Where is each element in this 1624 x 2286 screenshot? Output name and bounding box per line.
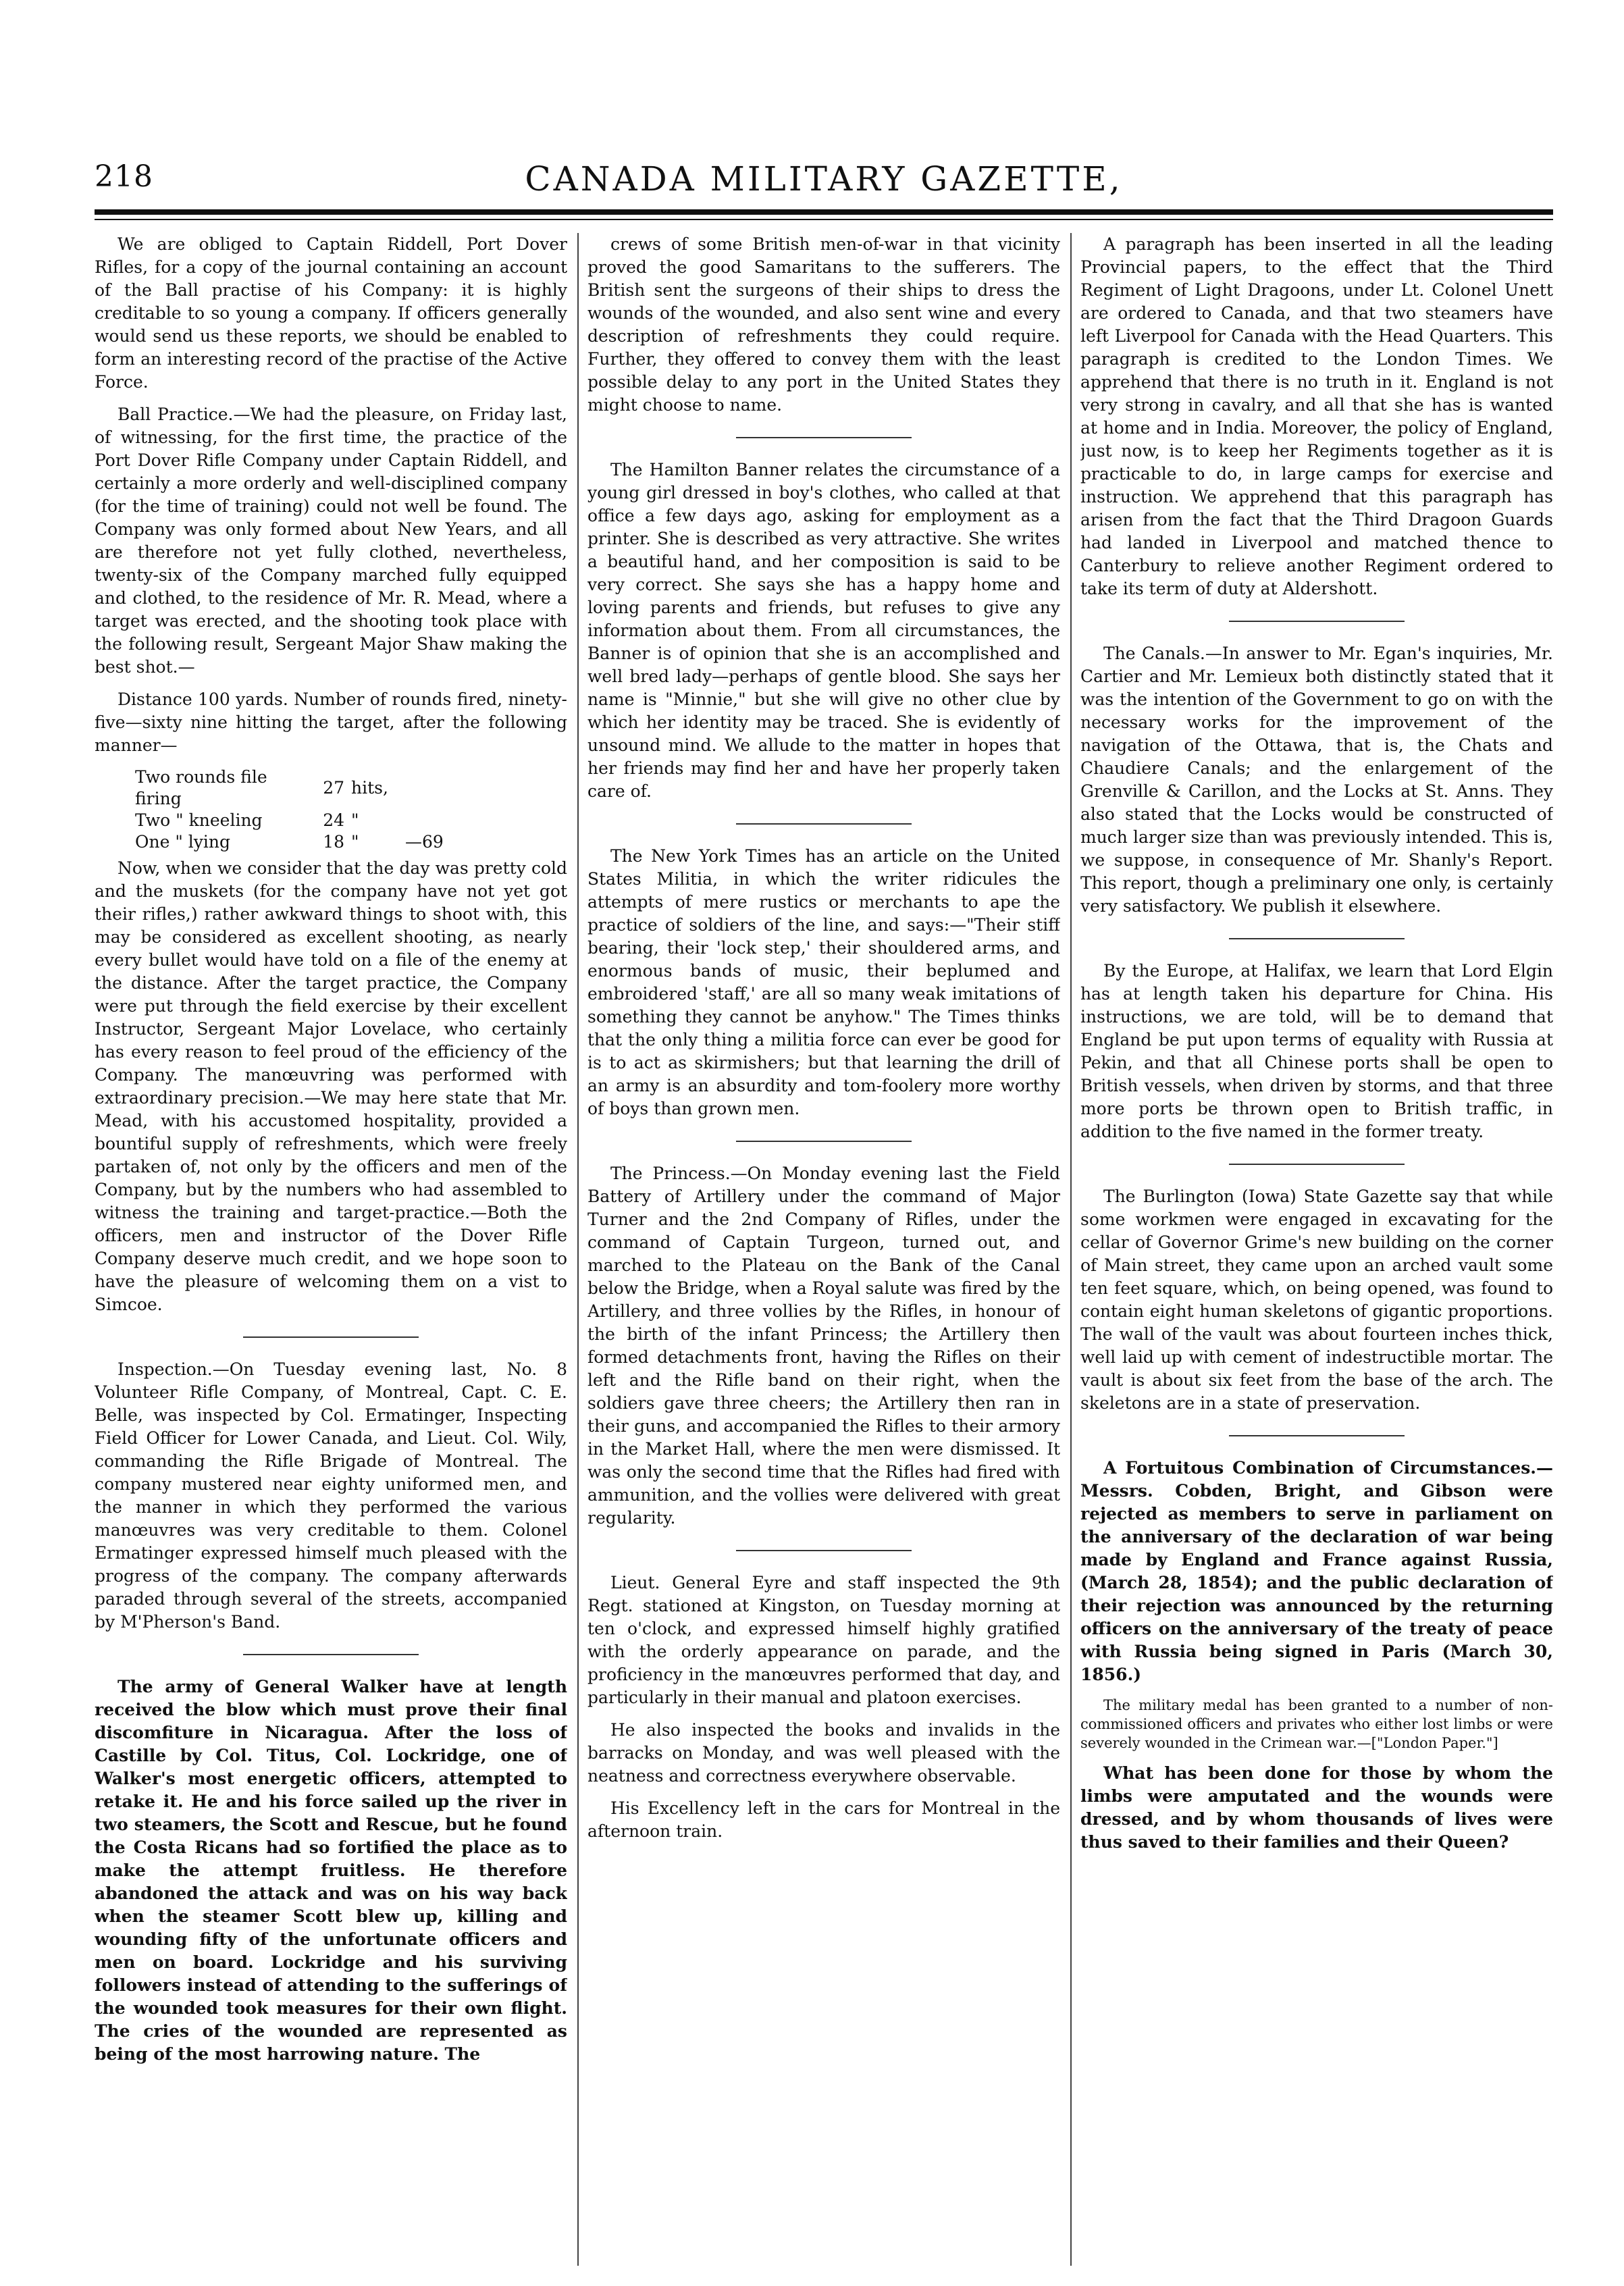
article-paragraph: What has been done for those by whom the limbs were amputated and the wounds were dressed, and by whom thousands of lives were thus saved to their families and their Queen? [1080,1763,1553,1852]
article-paragraph: The Canals.—In answer to Mr. Egan's inquiries, Mr. Cartier and Mr. Lemieux both distinctly stated that it was the intention of the Government to go on with the necessary works for the improvement of the navigation of the Ottawa, that is, the Chats and Chaudiere Canals; and the enlargement of the Grenville & Carillon, and the Locks at St. Anns. They also stated that the Locks would be constructed of much larger size than was previously intended. This is, we suppose, in consequence of Mr. Shanly's Report. This report, though a preliminary one only, is certainly very satisfactory. We publish it elsewhere. [1080,644,1553,916]
table-row [135,810,567,831]
article-separator [1229,1164,1405,1165]
article-separator [736,437,912,438]
header-rule-thick [95,209,1553,215]
tally-unit: " [351,832,359,852]
article-paragraph: crews of some British men-of-war in that vicinity proved the good Samaritans to the sufferers. The British sent the surgeons of their ships to dress the wounds of the wounded, and also sent wine and every description of refreshments they could require. Further, they offered to convey them with the least possible delay to any port in the United States they might choose to name. [587,234,1060,415]
column-3 [1080,233,1553,2266]
header-rule-thin [95,219,1553,220]
article-paragraph: A paragraph has been inserted in all the leading Provincial papers, to the effect that the Third Regiment of Light Dragoons, under Lt. Colonel Unett are ordered to Canada, and that two steamers have left Liverpool for Canada with the Head Quarters. This paragraph is credited to the London Times. We apprehend that there is no truth in it. England is not very strong in cavalry, and all that she has is wanted at home and in India. Moreover, the policy of England, just now, is to keep her Regiments together as it is practicable to do, in large camps for exercise and instruction. We apprehend that this paragraph has arisen from the fact that the Third Dragoon Guards had landed in Liverpool and matched thence to Canterbury to relieve another Regiment ordered to take its term of duty at Aldershott. [1080,234,1553,598]
tally-num: 18 [323,832,344,852]
article-paragraph: Distance 100 yards. Number of rounds fired, ninety-five—sixty nine hitting the target, after the following manner— [95,690,567,755]
article-paragraph: A Fortuitous Combination of Circumstances.—Messrs. Cobden, Bright, and Gibson were rejected as members to serve in parliament on the anniversary of the declaration of war being made by England and France against Russia, (March 28, 1854); and the public declaration of their rejection was announced by the returning officers on the anniversary of the treaty of peace with Russia being signed in Paris (March 30, 1856.) [1080,1458,1553,1684]
column-divider [577,233,579,2266]
tally-total [405,767,567,810]
article-paragraph: Now, when we consider that the day was pretty cold and the muskets (for the company have not yet got their rifles,) rather awkward things to shoot with, this may be considered as excellent shooting, as nearly every bullet would have told on a file of the enemy at the distance. After the target practice, the Company were put through the field exercise by their excellent Instructor, Sergeant Major Lovelace, who certainly has every reason to feel proud of the efficiency of the Company. The manœuvring was performed with extraordinary precision.—We may here state that Mr. Mead, with his accustomed hospitality, provided a bountiful supply of refreshments, which were freely partaken of, not only by the officers and men of the Company, but by the numbers who had assembled to witness the training and target-practice.—Both the officers, men and instructor of the Dover Rifle Company deserve much credit, and we hope soon to have the pleasure of welcoming them on a vist to Simcoe. [95,858,567,1314]
article-paragraph: His Excellency left in the cars for Montreal in the afternoon train. [587,1798,1060,1841]
article-paragraph: The Burlington (Iowa) State Gazette say that while some workmen were engaged in excavating for the cellar of Governor Grime's new building on the corner of Main street, they came upon an arched vault some ten feet square, which, on being opened, was found to contain eight human skeletons of gigantic proportions. The wall of the vault was about fourteen inches thick, well laid up with cement of indestructible mortar. The vault is about six feet from the base of the arch. The skeletons are in a state of preservation. [1080,1187,1553,1413]
table-row [135,831,567,853]
column-1 [95,233,567,2266]
column-divider [1070,233,1072,2266]
article-paragraph: The Hamilton Banner relates the circumstance of a young girl dressed in boy's clothes, who called at that office a few days ago, asking for employment as a printer. She is described as very attractive. She writes a beautiful hand, and her composition is said to be very correct. She says she has a happy home and loving parents and friends, but refuses to give any information about them. From all circumstances, the Banner is of opinion that she is an accomplished and well bred lady—perhaps of gentle blood. She says her name is "Minnie," but she will give no other clue by which her identity may be traced. She is evidently of unsound mind. We allude to the matter in hopes that her friends may find her and have her properly taken care of. [587,460,1060,801]
tally-total [405,810,567,831]
article-paragraph: The New York Times has an article on the United States Militia, in which the writer ridicules the attempts of mere rustics or merchants to ape the practice of soldiers of the line, and says:—"Their stiff bearing, their 'lock step,' their shouldered arms, and enormous bands of music, their beplumed and embroidered 'staff,' are all so many weak imitations of something they cannot be anyhow." The Times thinks that the only thing a militia force can ever be good for is to act as skirmishers; but that learning the drill of an army is an absurdity and tom-foolery more worthy of boys than grown men. [587,846,1060,1118]
tally-label: Two rounds file firing [135,767,267,808]
newspaper-title: CANADA MILITARY GAZETTE, [525,159,1123,199]
column-2 [587,233,1060,2266]
article-separator [736,1141,912,1142]
article-paragraph: The military medal has been granted to a number of non-commissioned officers and privates who either lost limbs or were severely wounded in the Crimean war.—["London Paper."] [1080,1697,1553,1751]
tally-num: 24 [323,810,344,830]
tally-label: One " lying [135,832,231,852]
article-paragraph: Inspection.—On Tuesday evening last, No. 8 Volunteer Rifle Company, of Montreal, Capt. C. E. Belle, was inspected by Col. Ermatinger, Inspecting Field Officer for Lower Canada, and Lieut. Col. Wily, commanding the Rifle Brigade of Montreal. The company mustered near eighty uniformed men, and the manner in which they performed the various manœuvres was very creditable to them. Colonel Ermatinger expressed himself much pleased with the progress of the company. The company afterwards paraded through several of the streets, accompanied by M'Pherson's Band. [95,1359,567,1632]
article-paragraph: The Princess.—On Monday evening last the Field Battery of Artillery under the command of Major Turner and the 2nd Company of Rifles, under the command of Captain Turgeon, turned out, and marched to the Plateau on the Bank of the Canal below the Bridge, when a Royal salute was fired by the Artillery, and three vollies by the Rifles, in honour of the birth of the infant Princess; the Artillery then formed detachments front, having the Rifles on their left and the Rifle band on their right, when the soldiers gave three cheers; the Artillery then ran in their guns, and accompanied the Rifles to their armory in the Market Hall, where the men were dismissed. It was only the second time that the Rifles had fired with ammunition, and the vollies were delivered with great regularity. [587,1164,1060,1528]
article-separator [736,823,912,825]
table-row [135,767,567,810]
article-paragraph: By the Europe, at Halifax, we learn that Lord Elgin has at length taken his departure for China. His instructions, we are told, will be to demand that England be put upon terms of equality with Russia at Pekin, and that all Chinese ports shall be open to British vessels, when driven by storms, and that three more ports be thrown open to British traffic, in addition to the five named in the former treaty. [1080,961,1553,1141]
shooting-tally-table [135,767,567,853]
tally-unit: hits, [351,778,388,798]
article-separator [1229,621,1405,622]
article-paragraph: We are obliged to Captain Riddell, Port Dover Rifles, for a copy of the journal containing an account of the Ball practise of his Company: it is highly creditable to so young a company. If officers generally would send us these reports, we should be enabled to form an interesting record of the practise of the Active Force. [95,234,567,392]
article-separator [243,1336,419,1338]
article-paragraph: Ball Practice.—We had the pleasure, on Friday last, of witnessing, for the first time, the practice of the Port Dover Rifle Company under Captain Riddell, and certainly a more orderly and well-disciplined company (for the time of training) could not well be found. The Company was only formed about New Years, and all are therefore not yet fully clothed, nevertheless, twenty-six of the Company marched fully equipped and clothed, to the residence of Mr. R. Mead, where a target was erected, and the shooting took place with the following result, Sergeant Major Shaw making the best shot.— [95,405,567,677]
article-separator [1229,1435,1405,1436]
tally-total: —69 [405,832,444,852]
tally-num: 27 [323,778,344,798]
article-paragraph: Lieut. General Eyre and staff inspected the 9th Regt. stationed at Kingston, on Tuesday morning at ten o'clock, and expressed himself highly gratified with the orderly appearance on parade, and the proficiency in the manœuvres performed that day, and particularly in their manual and platoon exercises. [587,1573,1060,1707]
article-paragraph: He also inspected the books and invalids in the barracks on Monday, and was well pleased with the neatness and correctness everywhere observable. [587,1720,1060,1786]
article-separator [736,1550,912,1551]
article-separator [1229,938,1405,939]
masthead [95,159,1553,200]
article-paragraph: The army of General Walker have at length received the blow which must prove their final discomfiture in Nicaragua. After the loss of Castille by Col. Titus, Col. Lockridge, one of Walker's most energetic officers, attempted to retake it. He and his force sailed up the river in two steamers, the Scott and Rescue, but he found the Costa Ricans had so fortified the place as to make the attempt fruitless. He therefore abandoned the attack and was on his way back when the steamer Scott blew up, killing and wounding fifty of the unfortunate officers and men on board. Lockridge and his surviving followers instead of attending to the sufferings of the wounded took measures for their own flight. The cries of the wounded are represented as being of the most harrowing nature. The [95,1677,567,2064]
page-number: 218 [95,159,153,194]
tally-label: Two " kneeling [135,810,263,830]
tally-unit: " [351,810,359,830]
article-separator [243,1654,419,1655]
